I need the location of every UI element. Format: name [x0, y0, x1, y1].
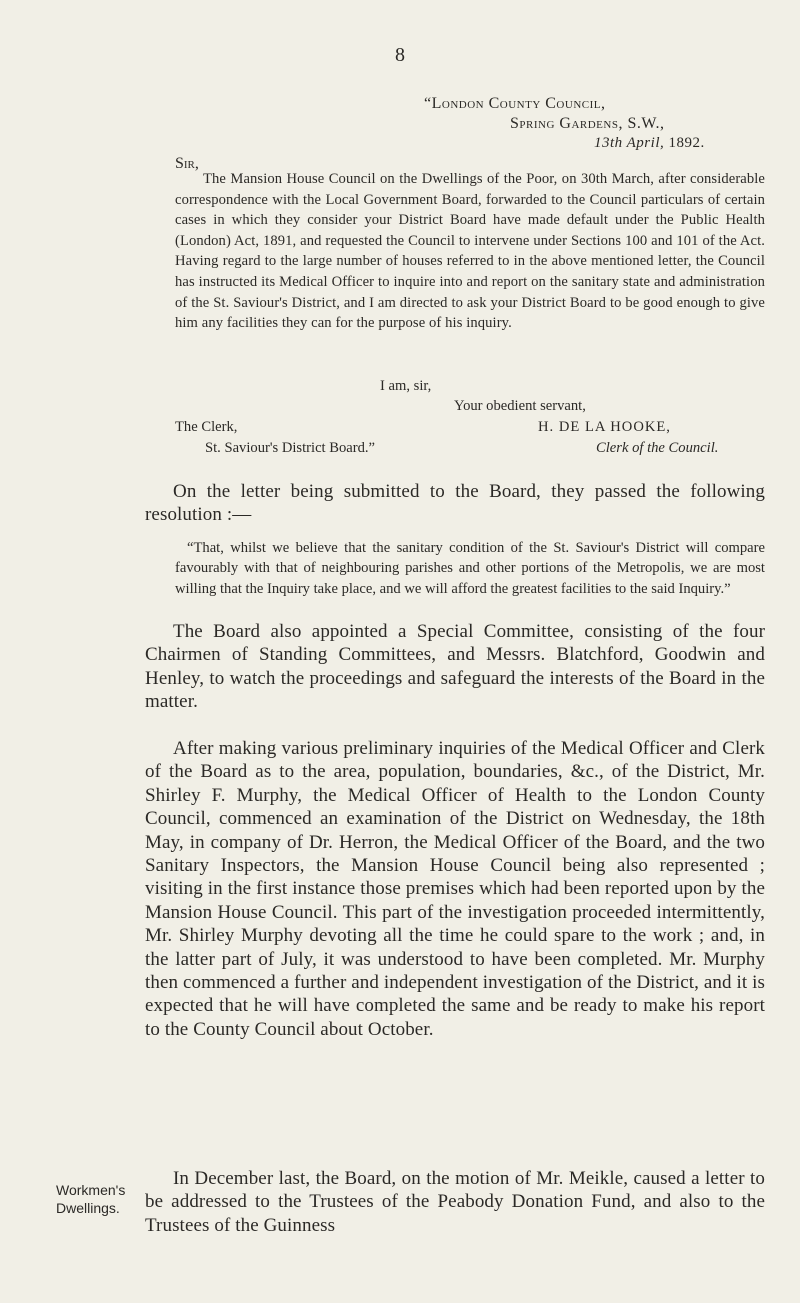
paragraph-special-committee: The Board also appointed a Special Committee, consisting of the four Chairmen of Standing Committees, and Messrs. Blatchford, Goodwin and Henley, to watch the proceedings and safeguard the interests of the Board in the matter. — [145, 621, 765, 713]
letter-address-line-1: “London County Council, — [424, 95, 606, 112]
paragraph-resolution-intro: On the letter being submitted to the Board, they passed the following resolution :— — [145, 481, 765, 526]
page-number: 8 — [395, 44, 405, 66]
letter-date — [594, 135, 705, 152]
resolution-quote: “That, whilst we believe that the sanitary condition of the St. Saviour's District will compare favourably with that of neighbouring parishes and other portions of the Metropolis, we are most willing that the Inquiry take place, and we will afford the greatest facilities to the said Inquiry.” — [175, 540, 765, 597]
paragraph-inquiry: After making various preliminary inquiries of the Medical Officer and Clerk of the Board as to the area, population, boundaries, &c., of the District, Mr. Shirley F. Murphy, the Medical Officer of Health to the London County Council, commenced an examination of the District on Wednesday, the 18th May, in company of Dr. Herron, the Medical Officer of the Board, and the two Sanitary Inspectors, the Mansion House Council being also represented ; visiting in the first instance those premises which had been reported upon by the Mansion House Council. This part of the investigation proceeded intermittently, Mr. Shirley Murphy devoting all the time he could spare to the work ; and, in the latter part of July, it was understood to have been completed. Mr. Murphy then commenced a further and independent investigation of the District, and it is expected that he will have completed the same and be ready to make his report to the County Council about October. — [145, 738, 765, 1040]
paragraph-workmens-dwellings: In December last, the Board, on the motion of Mr. Meikle, caused a letter to be addressed to the Trustees of the Peabody Donation Fund, and also to the Trustees of the Guinness — [145, 1168, 765, 1236]
letter-closing-1: I am, sir, — [380, 378, 432, 394]
letter-signatory-title: Clerk of the Council. — [596, 440, 719, 456]
letter-signatory: H. DE LA HOOKE, — [538, 419, 671, 435]
letter-body: The Mansion House Council on the Dwellings of the Poor, on 30th March, after considerable correspondence with the Local Government Board, forwarded to the Council particulars of certain cases in which they consider your District Board have made default under the Public Health (London) Act, 1891, and requested the Council to intervene under Sections 100 and 101 of the Act. Having regard to the large number of houses referred to in the above mentioned letter, the Council has instructed its Medical Officer to inquire into and report on the sanitary state and administration of the St. Saviour's District, and I am directed to ask your District Board to be good enough to give him any facilities they can for the purpose of his inquiry. — [175, 171, 765, 332]
margin-note: Workmen's Dwellings. — [56, 1182, 126, 1216]
letter-addressee-1: The Clerk, — [175, 419, 238, 435]
letter-salutation: Sir, — [175, 155, 199, 172]
letter-date-day: 13th April, — [594, 135, 665, 151]
letter-address-line-2: Spring Gardens, S.W., — [510, 115, 665, 132]
letter-addressee-2: St. Saviour's District Board.” — [205, 440, 376, 456]
letter-closing-2: Your obedient servant, — [454, 398, 586, 414]
letter-date-year: 1892. — [664, 135, 705, 151]
